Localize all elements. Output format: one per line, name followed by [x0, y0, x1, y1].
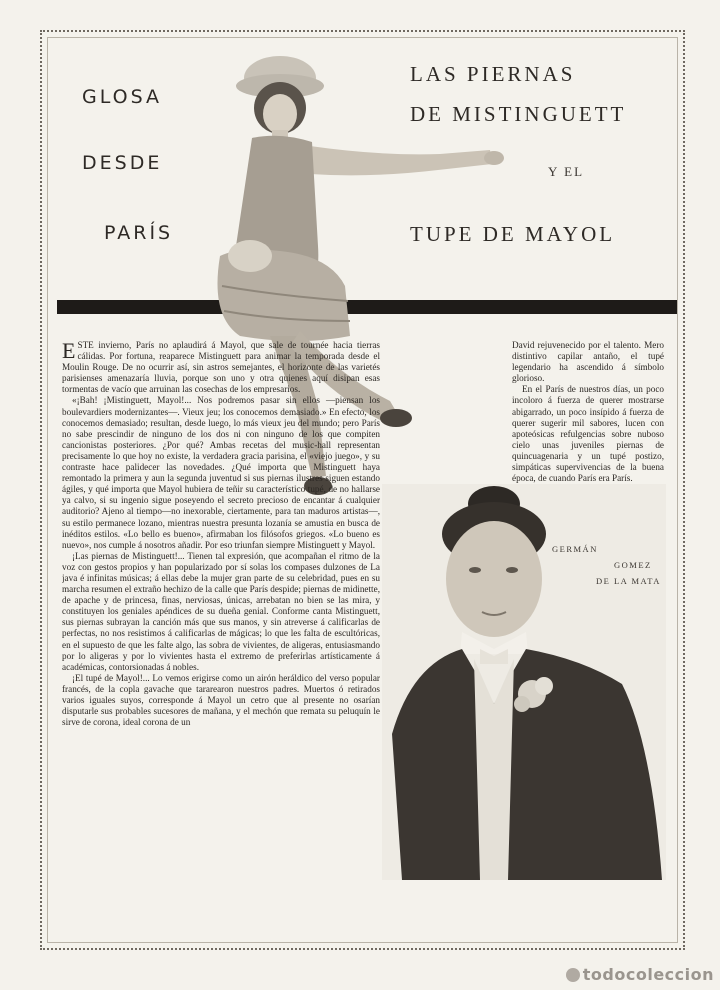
- paragraph-3: ¡Las piernas de Mistinguett!... Tienen tal expresión, que acompañan el ritmo de la voz con gestos propios y han popularizado por sí solas los compases dulzones de La java é infinitas músicas; á ellas debe la mujer gran parte de su celebridad, pues en su marcha resumen el extraño hechizo de la calle que París despide; piernas de midinette, de apache y de princesa, finas, nerviosas, únicas, arrebatan no bien se las mira, y constituyen los geniales apéndices de su dueña genial. Conforme canta Mistinguett, sus piernas subrayan la canción más que sus manos, y sin atreverse á calificarlas de perfectas, no nos resistimos á calificarlas de mágicas; lo que les falta de escultóricas, en el supuesto de que les falte algo, las sobra de vivientes, de aligeras, entusiasmando por lo aligeras y por lo vivientes hasta el extremo de preferirlas artísticamente á académicas, contorsionadas á nobles.: [62, 550, 380, 672]
- paragraph-2: «¡Bah! ¡Mistinguett, Mayol!... Nos podremos pasar sin ellos —piensan los boulevardiers modernizantes—. Vieux jeu; los conocemos demasiado.» En efecto, los conocemos demasiado; resultan, desde luego, lo más vieux jeu del mundo; pero París no sabe prescindir de ninguno de los dos ni con ninguno de los que compiten cancionistas posteriores. ¿Por qué? Ambas recetas del music-hall representan precisamente lo que hoy no existe, la verdadera gracia parisina, el «viejo juego», y su contraste hace palidecer las novedades. ¿Qué importa que Mistinguett haya remontado la primera y aun la segunda juventud si sus piernas ilustres siguen estando ágiles, y qué importa que Mayol hubiera de teñir su característico tupé, de no hallarse ya calvo, si su ingenio sigue poseyendo el secreto precioso de encantar á cualquier auditorio? Ajeno al tiempo—no inexorable, ciertamente, para tan maduros artistas—, su estilo permanece lozano, mientras nuestra presunta lozanía se amustia en busca de inéditos estilos. «Lo bello es bueno», afirmaban los filósofos griegos. «Lo bueno es nuevo», nos cumple á nosotros añadir. Por eso triunfan siempre Mistinguett y Mayol.: [62, 395, 380, 550]
- signature-line-1: GERMÁN: [552, 544, 598, 554]
- header-title-line3: TUPE DE MAYOL: [410, 222, 616, 246]
- photo-mayol: [382, 484, 666, 880]
- article-column-left: [62, 340, 380, 895]
- watermark-logo-icon: [566, 968, 580, 982]
- article-column-right: [512, 340, 664, 532]
- header-title-line1: LAS PIERNAS: [410, 62, 576, 86]
- dropcap-letter: E: [62, 340, 76, 363]
- paragraph-1: STE invierno, París no aplaudirá á Mayol, que sale de tournée hacia tierras cálidas. Por fortuna, reaparece Mistinguett para animar la temporada desde el Moulin Rouge. De no ocurrir así, sin astros semejantes, el horizonte de las varietés parisienses amenazaría lluvia, porque son uno y otra quienes aquí disipan esas tormentas de vacío que arruinan las cosechas de los empresarios.: [62, 340, 380, 395]
- header-word-2: DESDE: [82, 152, 163, 174]
- watermark: [566, 965, 714, 984]
- watermark-text: todocoleccion: [582, 965, 714, 984]
- paragraph-right-1: David rejuvenecido por el talento. Mero distintivo capilar antaño, el tupé legendario ha ascendido á símbolo glorioso.: [512, 340, 664, 384]
- header-conjunction: Y EL: [548, 164, 585, 179]
- paragraph-right-2: En el París de nuestros días, un poco incoloro á fuerza de querer mostrarse abigarrado, un poco insípido á fuerza de querer sugerir mil sabores, lucen con apoteósicas refulgencias sobre nuboso cielo unas juveniles piernas de quincuagenaria y un tupé postizo, simpáticas supervivencias de la buena época, de cuando París era París.: [512, 384, 664, 484]
- signature-line-3: DE LA MATA: [596, 576, 661, 586]
- header-title-line2: DE MISTINGUETT: [410, 102, 627, 126]
- header-word-1: GLOSA: [82, 86, 162, 108]
- header-word-3: PARÍS: [104, 222, 174, 244]
- signature-line-2: GOMEZ: [614, 560, 652, 570]
- paragraph-4: ¡El tupé de Mayol!... Lo vemos erigirse como un airón heráldico del verso popular francés, de la copla gavache que tararearon nuestros padres. Muertos ó retirados varios iguales suyos, corresponde á Mayol un cetro que al presente no osarían disputarle sus probables sucesores de mañana, y el mechón que remata su peluquín le sirve de corona, ideal corona de un: [62, 672, 380, 728]
